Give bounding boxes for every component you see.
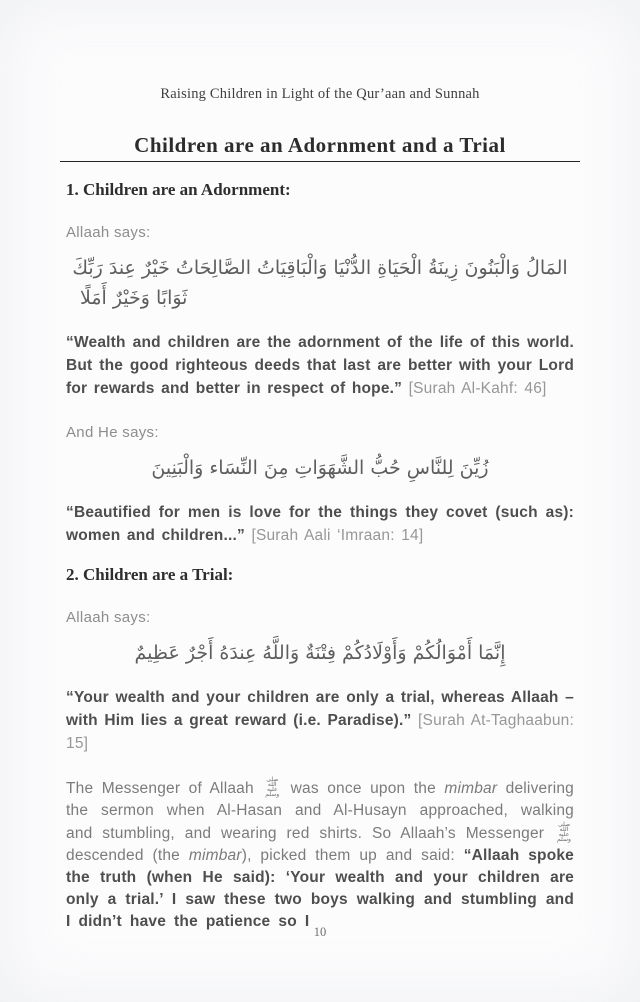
- hadith-paragraph: [66, 777, 574, 933]
- heading-children-adornment: 1. Children are an Adornment:: [66, 180, 291, 199]
- arabic-verse-kahf-line1: المَالُ وَالْبَنُونَ زِينَةُ الْحَيَاةِ الدُّنْيَا وَالْبَاقِيَاتُ الصَّالِحَاتُ خَيْرٌ عِندَ رَبِّكَ: [72, 257, 568, 279]
- arabic-verse-aali-imraan: زُيِّنَ لِلنَّاسِ حُبُّ الشَّهَوَاتِ مِنَ النِّسَاء وَالْبَنِينَ: [151, 457, 489, 479]
- text-segment-regular: descended (the: [66, 847, 189, 864]
- page-number: 10: [313, 925, 327, 939]
- text-segment-bold: “Wealth and children are the adornment of the life of this world. But the good righteous deeds that last are better with your Lord for rewards and better in respect of hope.”: [66, 334, 574, 397]
- text-segment-bold: “Allaah spoke the truth (when He said): ‘Your wealth and your children are only a trial.’ I saw these two boys walking and stumbling and I didn’t have the patience so I: [66, 847, 575, 930]
- arabic-verse-at-taghaabun: إِنَّمَا أَمْوَالُكُمْ وَأَوْلَادُكُمْ فِتْنَةٌ وَاللَّهُ عِندَهُ أَجْرٌ عَظِيمٌ: [134, 642, 506, 664]
- text-segment-regular: was once upon the: [282, 780, 445, 797]
- allaah-says-label-2: Allaah says:: [66, 609, 151, 626]
- text-segment-light: [Surah At-Taghaabun: 15]: [66, 712, 575, 752]
- text-segment-italic: mimbar: [444, 780, 498, 797]
- pbuh-calligraphy-symbol: صلى الله عليه وسلم: [557, 821, 571, 843]
- allaah-says-label-1: Allaah says:: [66, 224, 151, 241]
- text-segment-italic: mimbar: [188, 847, 242, 864]
- translation-surah-aali-imraan: [66, 501, 574, 547]
- running-header: Raising Children in Light of the Qur’aan and Sunnah: [160, 86, 480, 102]
- text-segment-light: [Surah Aali ‘Imraan: 14]: [244, 527, 424, 544]
- translation-surah-al-kahf: [66, 331, 574, 400]
- arabic-verse-kahf-line2: ثَوَابًا وَخَيْرٌ أَمَلًا: [80, 287, 188, 309]
- text-segment-bold: “Beautified for men is love for the things they covet (such as): women and children...”: [66, 504, 574, 544]
- and-he-says-label: And He says:: [66, 424, 159, 441]
- section-title-rule: [60, 161, 580, 162]
- text-segment-regular: ), picked them up and said:: [241, 847, 464, 864]
- section-title: Children are an Adornment and a Trial: [134, 133, 506, 157]
- text-segment-light: [Surah Al-Kahf: 46]: [402, 380, 547, 397]
- heading-children-trial: 2. Children are a Trial:: [66, 565, 234, 584]
- text-segment-regular: The Messenger of Allaah: [66, 780, 263, 797]
- pbuh-calligraphy-symbol: صلى الله عليه وسلم: [265, 776, 280, 798]
- translation-surah-at-taghaabun: [66, 686, 574, 755]
- text-segment-regular: delivering the sermon when Al-Hasan and Al-Husayn approached, walking and stumbling, and wearing red shirts. So Allaah’s Messenger: [66, 780, 574, 842]
- text-segment-bold: “Your wealth and your children are only a trial, whereas Allaah – with Him lies a great reward (i.e. Paradise).”: [66, 689, 574, 729]
